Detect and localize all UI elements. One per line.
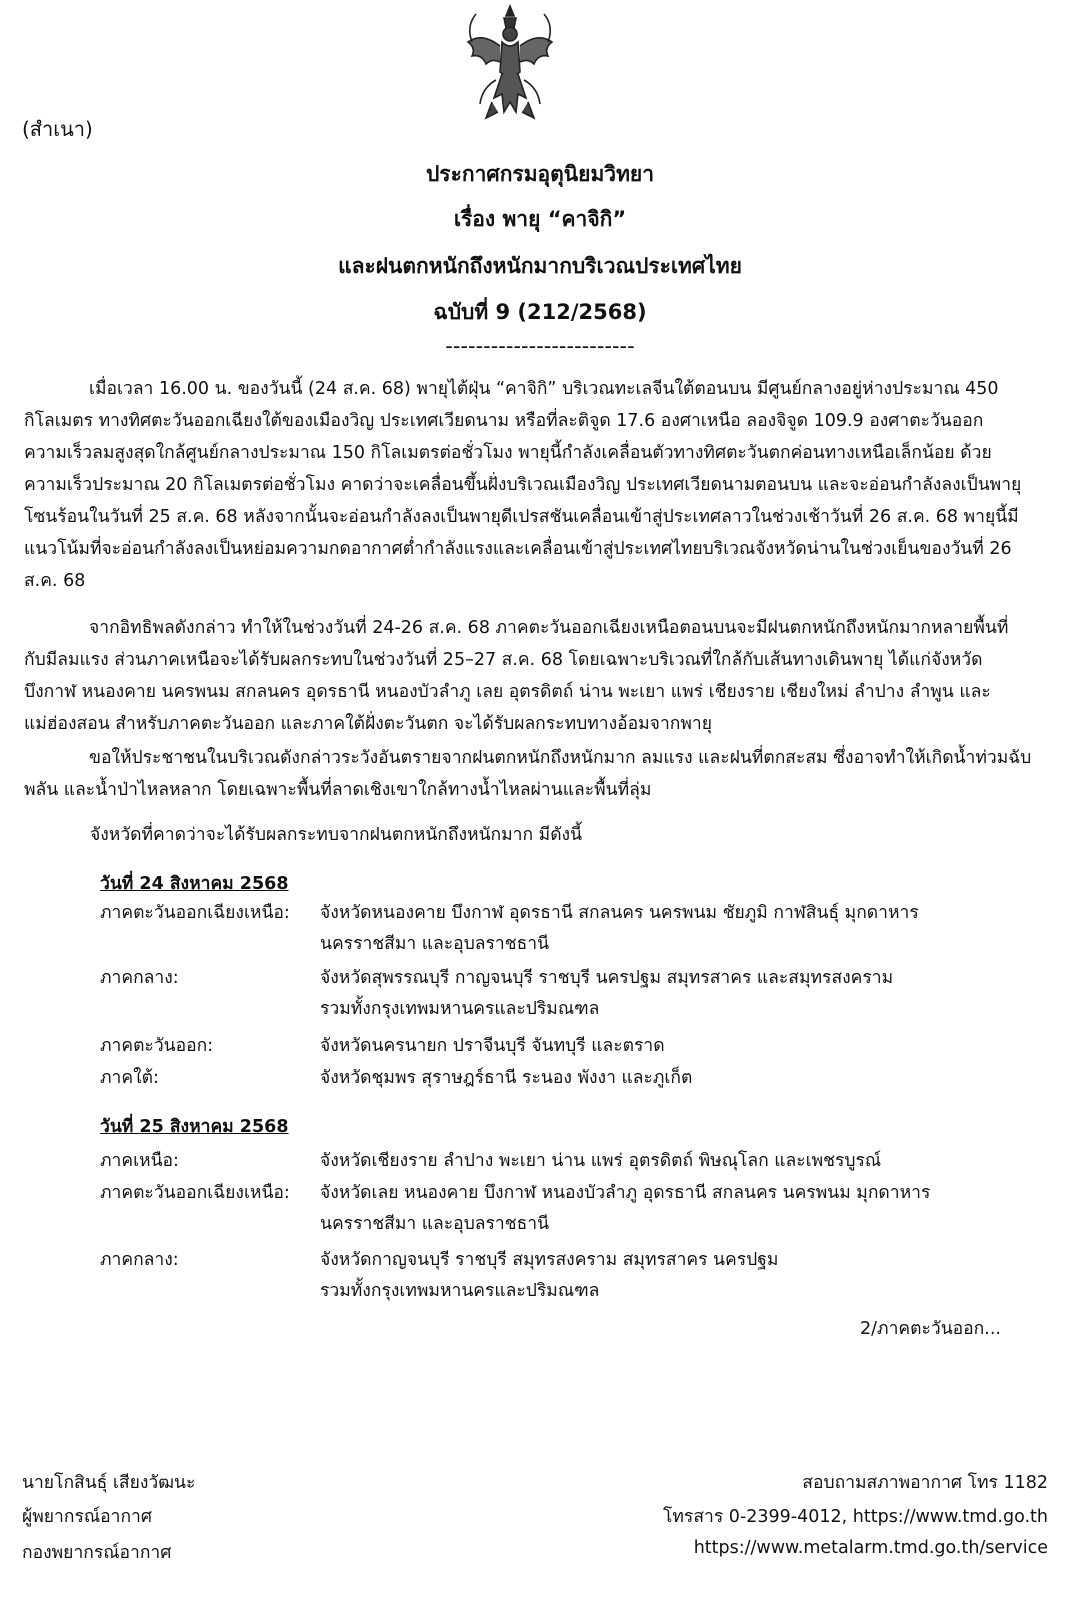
province-line: นครราชสีมา และอุบลราชธานี [320,1214,550,1234]
region-row [100,1063,1040,1094]
list-intro: จังหวัดที่คาดว่าจะได้รับผลกระทบจากฝนตกหนักถึงหนักมาก มีดังนี้ [90,825,583,845]
province-line: จังหวัดเลย หนองคาย บึงกาฬ หนองบัวลำภู อุดรธานี สกลนคร นครพนม มุกดาหาร [320,1183,931,1203]
paragraph-warning: ขอให้ประชาชนในบริเวณดังกล่าวระวังอันตรายจากฝนตกหนักถึงหนักมาก ลมแรง และฝนที่ตกสะสม ซึ่งอาจทำให้เกิดน้ำท่วมฉับพลัน และน้ำป่าไหลหลาก โดยเฉพาะพื้นที่ลาดเชิงเขาใกล้ทางน้ำไหลผ่านและพื้นที่ลุ่ม [24,748,1032,800]
continuation-note: 2/ภาคตะวันออก... [860,1319,1001,1339]
copy-label: (สำเนา) [22,117,93,141]
garuda-emblem [462,2,558,124]
region-name: ภาคกลาง: [100,968,179,988]
region-name: ภาคตะวันออกเฉียงเหนือ: [100,1183,290,1203]
header-separator: ------------------------- [445,334,635,358]
paragraph-impact: จากอิทธิพลดังกล่าว ทำให้ในช่วงวันที่ 24-26 ส.ค. 68 ภาคตะวันออกเฉียงเหนือตอนบนจะมีฝนตกหนักถึงหนักมากหลายพื้นที่ กับมีลมแรง ส่วนภาคเหนือจะได้รับผลกระทบในช่วงวันที่ 25–27 ส.ค. 68 โดยเฉพาะบริเวณที่ใกล้กับเส้นทางเดินพายุ ได้แก่จังหวัดบึงกาฬ หนองคาย นครพนม สกลนคร อุดรธานี หนองบัวลำภู เลย อุตรดิตถ์ น่าน พะเยา แพร่ เชียงราย เชียงใหม่ ลำปาง ลำพูน และแม่ฮ่องสอน สำหรับภาคตะวันออก และภาคใต้ฝั่งตะวันตก จะได้รับผลกระทบทางอ้อมจากพายุ [24,618,1009,734]
contact-phone: สอบถามสภาพอากาศ โทร 1182 [802,1473,1048,1493]
announcement-issue: ฉบับที่ 9 (212/2568) [433,300,647,324]
region-name: ภาคตะวันออกเฉียงเหนือ: [100,903,290,923]
region-row [100,963,1040,1025]
paragraph-storm-status: เมื่อเวลา 16.00 น. ของวันนี้ (24 ส.ค. 68) พายุไต้ฝุ่น “คาจิกิ” บริเวณทะเลจีนใต้ตอนบน มีศูนย์กลางอยู่ห่างประมาณ 450 กิโลเมตร ทางทิศตะวันออกเฉียงใต้ของเมืองวิญ ประเทศเวียดนาม หรือที่ละติจูด 17.6 องศาเหนือ ลองจิจูด 109.9 องศาตะวันออก ความเร็วลมสูงสุดใกล้ศูนย์กลางประมาณ 150 กิโลเมตรต่อชั่วโมง พายุนี้กำลังเคลื่อนตัวทางทิศตะวันตกค่อนทางเหนือเล็กน้อย ด้วยความเร็วประมาณ 20 กิโลเมตรต่อชั่วโมง คาดว่าจะเคลื่อนขึ้นฝั่งบริเวณเมืองวิญ ประเทศเวียดนามตอนบน และจะอ่อนกำลังลงเป็นพายุโซนร้อนในวันที่ 25 ส.ค. 68 หลังจากนั้นจะอ่อนกำลังลงเป็นพายุดีเปรสชันเคลื่อนเข้าสู่ประเทศลาวในช่วงเช้าวันที่ 26 ส.ค. 68 พายุนี้มีแนวโน้มที่จะอ่อนกำลังลงเป็นหย่อมความกดอากาศต่ำกำลังแรงและเคลื่อนเข้าสู่ประเทศไทยบริเวณจังหวัดน่านในช่วงเย็นของวันที่ 26 ส.ค. 68 [24,379,1022,591]
province-line: รวมทั้งกรุงเทพมหานครและปริมณฑล [320,1281,600,1301]
signer-name: นายโกสินธุ์ เสียงวัฒนะ [22,1473,196,1493]
province-line: นครราชสีมา และอุบลราชธานี [320,934,550,954]
signer-division: กองพยากรณ์อากาศ [22,1543,172,1563]
contact-service-link[interactable]: https://www.metalarm.tmd.go.th/service [693,1538,1048,1558]
province-line: จังหวัดกาญจนบุรี ราชบุรี สมุทรสงคราม สมุทรสาคร นครปฐม [320,1250,779,1270]
region-row [100,1031,1040,1062]
region-row [100,1245,1040,1307]
date-heading: วันที่ 25 สิงหาคม 2568 [100,1117,289,1137]
announcement-title: ประกาศกรมอุตุนิยมวิทยา [425,162,655,186]
province-line: จังหวัดชุมพร สุราษฎร์ธานี ระนอง พังงา และภูเก็ต [320,1068,693,1088]
region-row [100,898,1040,960]
province-line: รวมทั้งกรุงเทพมหานครและปริมณฑล [320,999,600,1019]
region-name: ภาคเหนือ: [100,1151,179,1171]
region-name: ภาคกลาง: [100,1250,179,1270]
announcement-subject-line2: และฝนตกหนักถึงหนักมากบริเวณประเทศไทย [338,254,742,278]
province-line: จังหวัดเชียงราย ลำปาง พะเยา น่าน แพร่ อุตรดิตถ์ พิษณุโลก และเพชรบูรณ์ [320,1151,882,1171]
date-heading: วันที่ 24 สิงหาคม 2568 [100,874,289,894]
province-line: จังหวัดสุพรรณบุรี กาญจนบุรี ราชบุรี นครปฐม สมุทรสาคร และสมุทรสงคราม [320,968,894,988]
region-name: ภาคตะวันออก: [100,1036,214,1056]
signer-title: ผู้พยากรณ์อากาศ [22,1507,152,1527]
region-row [100,1146,1040,1177]
region-row [100,1178,1040,1240]
province-line: จังหวัดนครนายก ปราจีนบุรี จันทบุรี และตราด [320,1036,665,1056]
announcement-subject: เรื่อง พายุ “คาจิกิ” [453,207,627,231]
region-name: ภาคใต้: [100,1068,159,1088]
contact-fax-web: โทรสาร 0-2399-4012, https://www.tmd.go.th [663,1507,1048,1527]
province-line: จังหวัดหนองคาย บึงกาฬ อุดรธานี สกลนคร นครพนม ชัยภูมิ กาฬสินธุ์ มุกดาหาร [320,903,919,923]
